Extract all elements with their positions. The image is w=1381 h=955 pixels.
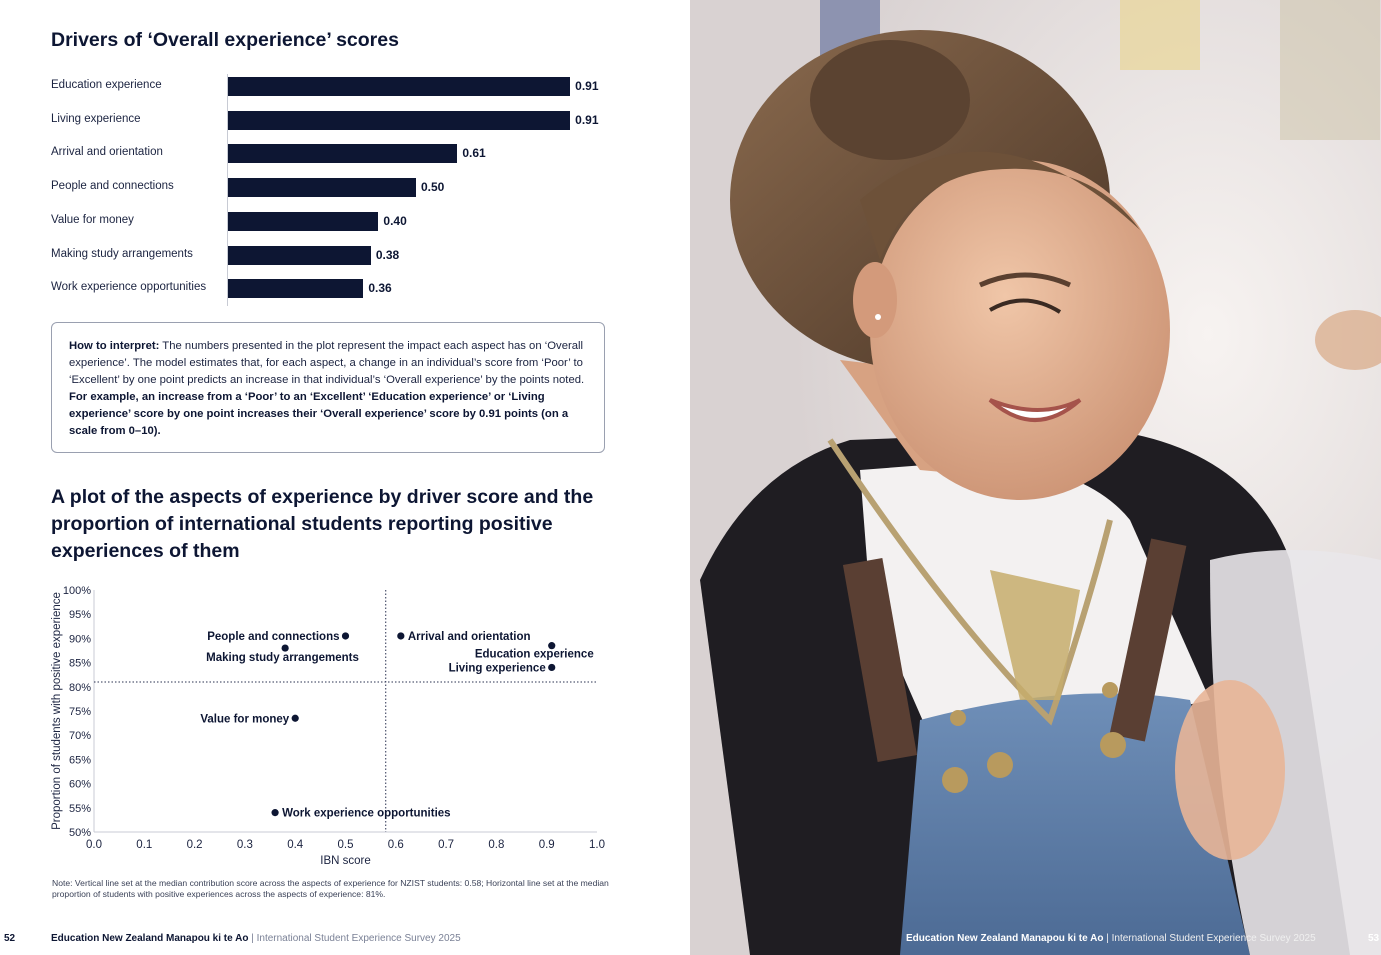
scatter-point: [342, 632, 349, 639]
interpret-body: The numbers presented in the plot represent the impact each aspect has on ‘Overall experience’. The model estimates that, for each aspect, a change in an individual’s score from ‘Poor’ to ‘Excellent’ by one point predicts an increase in that individual’s ‘Overall experience’ by the points noted.: [69, 340, 585, 386]
x-tick-label: 0.2: [186, 839, 203, 851]
footer-org-right: Education New Zealand Manapou ki te Ao: [906, 933, 1104, 944]
x-tick-label: 0.3: [236, 839, 253, 851]
scatter-point-label: Arrival and orientation: [407, 630, 531, 643]
bar-value-label: 0.91: [575, 79, 599, 93]
x-tick-label: 0.7: [438, 839, 455, 851]
scatter-point-label: People and connections: [207, 630, 340, 643]
bar-label: Making study arrangements: [51, 247, 193, 260]
x-tick-label: 0.1: [136, 839, 153, 851]
scatter-point: [282, 644, 289, 651]
footer-org: Education New Zealand Manapou ki te Ao: [51, 933, 249, 944]
y-tick-label: 70%: [68, 730, 91, 743]
x-axis-label: IBN score: [320, 855, 371, 867]
y-tick-label: 65%: [68, 754, 91, 767]
bar-chart-title: Drivers of ‘Overall experience’ scores: [51, 29, 399, 51]
bar-value-label: 0.36: [368, 281, 392, 296]
scatter-point-label: Making study arrangements: [206, 652, 359, 665]
footer-separator: |: [251, 933, 254, 944]
x-tick-label: 0.9: [538, 839, 555, 851]
scatter-chart-title: A plot of the aspects of experience by driver score and the proportion of international students reporting positive experiences of them: [51, 486, 594, 562]
student-photo-illustration: [690, 0, 1381, 955]
bar-value-label: 0.91: [575, 112, 599, 127]
y-tick-label: 60%: [68, 778, 91, 791]
scatter-point-label: Education experience: [474, 648, 594, 661]
bar-label: Education experience: [51, 79, 162, 91]
bar: [228, 279, 363, 298]
bar: [228, 246, 371, 265]
student-photo: [690, 0, 1381, 955]
driver-scatter-plot: [0, 578, 690, 878]
scatter-point: [292, 715, 299, 722]
interpret-lead: How to interpret:: [69, 340, 160, 352]
scatter-point: [548, 664, 555, 671]
bar: [228, 212, 378, 231]
x-tick-label: 0.8: [488, 839, 505, 851]
right-page: [690, 0, 1381, 955]
y-tick-label: 55%: [68, 802, 91, 815]
left-page: [0, 0, 690, 955]
scatter-point-label: Value for money: [200, 713, 290, 726]
bar-value-label: 0.40: [383, 213, 407, 228]
right-footer: [906, 933, 1316, 944]
left-footer: [51, 933, 461, 944]
y-tick-label: 100%: [62, 585, 91, 597]
bar: [228, 111, 570, 130]
chart-note: Note: Vertical line set at the median contribution score across the aspects of experience for NZIST students: 0.58; Horizontal line set at the median proportion of students with positive experiences across the aspects of experience: 81%.: [52, 878, 609, 899]
scatter-point: [271, 809, 278, 816]
y-tick-label: 85%: [68, 657, 91, 670]
right-page-number: 53: [1368, 933, 1380, 944]
y-axis-label: Proportion of students with positive experience: [51, 592, 63, 830]
footer-survey: International Student Experience Survey 2025: [256, 933, 461, 944]
bar: [228, 178, 416, 197]
y-tick-label: 90%: [68, 633, 91, 646]
how-to-interpret-box: [51, 322, 605, 453]
x-tick-label: 0.5: [337, 839, 354, 851]
x-tick-label: 0.4: [287, 839, 304, 851]
bar-label: People and connections: [51, 180, 174, 193]
scatter-point-label: Work experience opportunities: [282, 807, 451, 820]
x-tick-label: 0.6: [387, 839, 404, 851]
bar-label: Work experience opportunities: [51, 281, 207, 294]
y-tick-label: 50%: [68, 827, 91, 839]
interpret-example: For example, an increase from a ‘Poor’ to an ‘Excellent’ ‘Education experience’ or ‘Living experience’ score by one point increases their ‘Overall experience’ score by 0.91 points (on a scale from 0–10).: [69, 391, 569, 437]
bar-value-label: 0.38: [375, 247, 400, 262]
footer-survey-right: International Student Experience Survey 2025: [1111, 933, 1316, 944]
bar-label: Living experience: [51, 112, 141, 125]
scatter-point: [397, 632, 404, 639]
x-tick-label: 0.0: [86, 839, 102, 851]
bar-value-label: 0.61: [462, 146, 486, 161]
bar-value-label: 0.50: [421, 180, 445, 195]
y-tick-label: 75%: [68, 706, 91, 718]
bar: [228, 144, 457, 163]
scatter-point-label: Living experience: [448, 662, 546, 675]
x-tick-label: 1.0: [589, 839, 605, 851]
left-page-number: 52: [4, 933, 16, 944]
bar: [228, 77, 570, 96]
y-tick-label: 80%: [68, 681, 91, 694]
bar-label: Arrival and orientation: [51, 146, 163, 159]
footer-separator-right: |: [1106, 933, 1109, 944]
bar-label: Value for money: [51, 213, 134, 226]
y-tick-label: 95%: [68, 609, 91, 622]
driver-bar-chart: [0, 70, 690, 310]
scatter-svg: [0, 578, 690, 878]
